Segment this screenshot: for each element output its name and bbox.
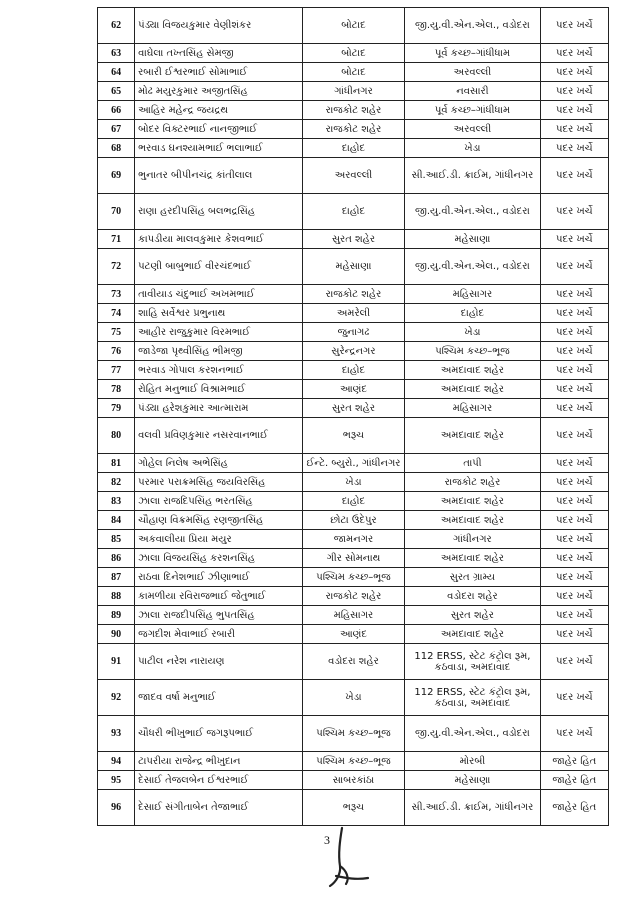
to-location-cell: 112 ERSS, સ્ટેટ કંટ્રોલ રૂમ, કઠવાડા, અમદાવાદ [405,644,541,680]
to-location-cell: મહિસાગર [405,285,541,304]
to-location-cell: તાપી [405,454,541,473]
to-location-cell: મહેસાણા [405,771,541,790]
serial-number-cell: 90 [98,625,135,644]
serial-number-cell: 96 [98,790,135,826]
page-number: 3 [324,833,330,847]
remark-cell: પદર ખર્ચે [540,342,608,361]
table-row [98,230,609,249]
employee-name-cell: દેસાઈ સંગીતાબેન તેજાભાઈ [135,790,303,826]
table-row [98,44,609,63]
remark-cell: પદર ખર્ચે [540,473,608,492]
table-row [98,530,609,549]
to-location-cell: અમદાવાદ શહેર [405,492,541,511]
table-row [98,323,609,342]
to-location-cell: ખેડા [405,139,541,158]
employee-name-cell: ગોહેલ નિલેષ અભેસિંહ [135,454,303,473]
from-location-cell: પશ્ચિમ કચ્છ–ભૂજ [302,716,404,752]
serial-number-cell: 94 [98,752,135,771]
table-row [98,418,609,454]
remark-cell: પદર ખર્ચે [540,568,608,587]
table-row [98,63,609,82]
table-row [98,473,609,492]
to-location-cell: જી.યુ.વી.એન.એલ., વડોદરા [405,194,541,230]
remark-cell: પદર ખર્ચે [540,625,608,644]
from-location-cell: મહિસાગર [302,606,404,625]
to-location-cell: અમદાવાદ શહેર [405,625,541,644]
to-location-cell: દાહોદ [405,304,541,323]
table-row [98,644,609,680]
employee-name-cell: જાદવ વર્ષા મનુભાઈ [135,680,303,716]
remark-cell: જાહેર હિત [540,771,608,790]
to-location-cell: સુરત શહેર [405,606,541,625]
employee-name-cell: ભુનાતર બીપીનચંદ્ર કાંતીલાલ [135,158,303,194]
to-location-cell: જી.યુ.વી.એન.એલ., વડોદરા [405,8,541,44]
remark-cell: પદર ખર્ચે [540,82,608,101]
from-location-cell: રાજકોટ શહેર [302,587,404,606]
remark-cell: પદર ખર્ચે [540,323,608,342]
serial-number-cell: 79 [98,399,135,418]
from-location-cell: દાહોદ [302,361,404,380]
remark-cell: પદર ખર્ચે [540,194,608,230]
table-row [98,606,609,625]
serial-number-cell: 80 [98,418,135,454]
employee-name-cell: ચૌધરી ભીખુભાઈ જગરૂપભાઈ [135,716,303,752]
employee-name-cell: પંડ્યા વિજયકુમાર વેણીશંકર [135,8,303,44]
remark-cell: પદર ખર્ચે [540,139,608,158]
from-location-cell: દાહોદ [302,194,404,230]
employee-name-cell: આહીર રાજુકુમાર વિરમભાઈ [135,323,303,342]
serial-number-cell: 69 [98,158,135,194]
from-location-cell: સુરત શહેર [302,399,404,418]
from-location-cell: ભરૂચ [302,790,404,826]
table-row [98,752,609,771]
serial-number-cell: 74 [98,304,135,323]
from-location-cell: ઈન્ટે. બ્યુરો., ગાંધીનગર [302,454,404,473]
to-location-cell: નવસારી [405,82,541,101]
table-row [98,120,609,139]
from-location-cell: ગીર સોમનાથ [302,549,404,568]
employee-name-cell: શાહિ સર્વેશ્વર પ્રભુનાથ [135,304,303,323]
table-row [98,361,609,380]
employee-name-cell: દેસાઈ તેજલબેન ઈશ્વરભાઈ [135,771,303,790]
serial-number-cell: 87 [98,568,135,587]
serial-number-cell: 70 [98,194,135,230]
table-row [98,568,609,587]
to-location-cell: સી.આઈ.ડી. ક્રાઈમ, ગાંધીનગર [405,158,541,194]
employee-name-cell: ભરવાડ ઘનશ્યામભાઈ ભલાભાઈ [135,139,303,158]
remark-cell: પદર ખર્ચે [540,418,608,454]
serial-number-cell: 89 [98,606,135,625]
table-row [98,194,609,230]
employee-name-cell: જાડેજા પૃથ્વીસિંહ ભીમજી [135,342,303,361]
employee-name-cell: કામળીયા રવિરાજભાઈ જેતુભાઈ [135,587,303,606]
to-location-cell: મહિસાગર [405,399,541,418]
remark-cell: પદર ખર્ચે [540,511,608,530]
to-location-cell: મોરબી [405,752,541,771]
from-location-cell: પશ્ચિમ કચ્છ–ભૂજ [302,752,404,771]
from-location-cell: બોટાદ [302,8,404,44]
from-location-cell: મહેસાણા [302,249,404,285]
table-row [98,790,609,826]
remark-cell: પદર ખર્ચે [540,101,608,120]
employee-name-cell: પરમાર પરાક્રમસિંહ જયવિરસિંહ [135,473,303,492]
serial-number-cell: 93 [98,716,135,752]
employee-name-cell: અકવાલીયા પ્રિયા મયુર [135,530,303,549]
serial-number-cell: 88 [98,587,135,606]
table-row [98,285,609,304]
from-location-cell: ખેડા [302,473,404,492]
serial-number-cell: 85 [98,530,135,549]
transfer-table-body [98,8,609,826]
employee-name-cell: રબારી ઈશ્વરભાઈ સોમાભાઈ [135,63,303,82]
remark-cell: પદર ખર્ચે [540,249,608,285]
serial-number-cell: 71 [98,230,135,249]
serial-number-cell: 75 [98,323,135,342]
employee-name-cell: પાટીલ નરેશ નારાયણ [135,644,303,680]
to-location-cell: સી.આઈ.ડી. ક્રાઈમ, ગાંધીનગર [405,790,541,826]
remark-cell: પદર ખર્ચે [540,680,608,716]
serial-number-cell: 92 [98,680,135,716]
employee-name-cell: ઝાલા રાજદીપસિંહ ભુપતસિંહ [135,606,303,625]
to-location-cell: અમદાવાદ શહેર [405,549,541,568]
from-location-cell: ખેડા [302,680,404,716]
remark-cell: જાહેર હિત [540,790,608,826]
employee-name-cell: પટણી બાબુભાઈ વીરચંદભાઈ [135,249,303,285]
employee-name-cell: મોઢ મયુરકુમાર અજીતસિંહ [135,82,303,101]
remark-cell: પદર ખર્ચે [540,530,608,549]
table-row [98,139,609,158]
employee-name-cell: જગદીશ મેવાભાઈ રબારી [135,625,303,644]
to-location-cell: પશ્ચિમ કચ્છ–ભૂજ [405,342,541,361]
remark-cell: પદર ખર્ચે [540,8,608,44]
from-location-cell: છોટા ઉદેપુર [302,511,404,530]
from-location-cell: સુરેન્દ્રનગર [302,342,404,361]
signature-mark [316,826,376,890]
employee-name-cell: ભરવાડ ગોપાલ કરશનભાઈ [135,361,303,380]
table-row [98,82,609,101]
serial-number-cell: 78 [98,380,135,399]
employee-name-cell: ઝાલા રાજદિપસિંહ ભરતસિંહ [135,492,303,511]
from-location-cell: રાજકોટ શહેર [302,120,404,139]
serial-number-cell: 68 [98,139,135,158]
serial-number-cell: 64 [98,63,135,82]
serial-number-cell: 62 [98,8,135,44]
from-location-cell: જામનગર [302,530,404,549]
remark-cell: પદર ખર્ચે [540,399,608,418]
from-location-cell: બોટાદ [302,44,404,63]
table-row [98,8,609,44]
from-location-cell: રાજકોટ શહેર [302,285,404,304]
remark-cell: પદર ખર્ચે [540,549,608,568]
employee-name-cell: રાઠવા દિનેશભાઈ ઝીણાભાઈ [135,568,303,587]
employee-name-cell: આહિર મહેન્દ્ર જયદ્રથ [135,101,303,120]
remark-cell: પદર ખર્ચે [540,380,608,399]
employee-name-cell: વલવી પ્રવિણકુમાર નસરવાનભાઈ [135,418,303,454]
employee-name-cell: ટાપરીયા રાજેન્દ્ર ભીખુદાન [135,752,303,771]
from-location-cell: સાબરકાંઠા [302,771,404,790]
to-location-cell: પૂર્વ કચ્છ–ગાંધીધામ [405,44,541,63]
to-location-cell: ખેડા [405,323,541,342]
serial-number-cell: 82 [98,473,135,492]
serial-number-cell: 81 [98,454,135,473]
transfer-table [97,7,609,826]
remark-cell: પદર ખર્ચે [540,285,608,304]
from-location-cell: સુરત શહેર [302,230,404,249]
employee-name-cell: પંડ્યા હરેશકુમાર આત્મારામ [135,399,303,418]
serial-number-cell: 73 [98,285,135,304]
table-row [98,304,609,323]
table-row [98,587,609,606]
table-row [98,342,609,361]
to-location-cell: અરવલ્લી [405,63,541,82]
employee-name-cell: રાણા હરદીપસિંહ બલભદ્રસિંહ [135,194,303,230]
table-row [98,101,609,120]
serial-number-cell: 77 [98,361,135,380]
employee-name-cell: ઝાલા વિજયસિંહ કરશનસિંહ [135,549,303,568]
to-location-cell: જી.યુ.વી.એન.એલ., વડોદરા [405,716,541,752]
from-location-cell: દાહોદ [302,492,404,511]
from-location-cell: અમરેલી [302,304,404,323]
table-row [98,680,609,716]
table-row [98,771,609,790]
to-location-cell: અમદાવાદ શહેર [405,361,541,380]
remark-cell: પદર ખર્ચે [540,492,608,511]
table-row [98,492,609,511]
serial-number-cell: 72 [98,249,135,285]
serial-number-cell: 91 [98,644,135,680]
from-location-cell: આણંદ [302,625,404,644]
serial-number-cell: 76 [98,342,135,361]
to-location-cell: 112 ERSS, સ્ટેટ કંટ્રોલ રૂમ, કઠવાડા, અમદાવાદ [405,680,541,716]
from-location-cell: ભરૂચ [302,418,404,454]
table-row [98,716,609,752]
table-row [98,454,609,473]
serial-number-cell: 65 [98,82,135,101]
from-location-cell: અરવલ્લી [302,158,404,194]
remark-cell: પદર ખર્ચે [540,304,608,323]
remark-cell: પદર ખર્ચે [540,361,608,380]
table-row [98,511,609,530]
remark-cell: પદર ખર્ચે [540,587,608,606]
to-location-cell: વડોદરા શહેર [405,587,541,606]
from-location-cell: આણંદ [302,380,404,399]
table-row [98,549,609,568]
remark-cell: પદર ખર્ચે [540,606,608,625]
employee-name-cell: તાવીયાડ ચંદુભાઈ અખમભાઈ [135,285,303,304]
remark-cell: પદર ખર્ચે [540,230,608,249]
from-location-cell: વડોદરા શહેર [302,644,404,680]
employee-name-cell: રોહિત મનુભાઈ વિશ્રામભાઈ [135,380,303,399]
from-location-cell: પશ્ચિમ કચ્છ–ભૂજ [302,568,404,587]
to-location-cell: પૂર્વ કચ્છ–ગાંધીધામ [405,101,541,120]
employee-name-cell: બોદર વિક્ટરભાઈ નાનજીભાઈ [135,120,303,139]
serial-number-cell: 83 [98,492,135,511]
from-location-cell: જુનાગઢ [302,323,404,342]
to-location-cell: અમદાવાદ શહેર [405,380,541,399]
table-row [98,399,609,418]
serial-number-cell: 86 [98,549,135,568]
serial-number-cell: 84 [98,511,135,530]
to-location-cell: અરવલ્લી [405,120,541,139]
from-location-cell: રાજકોટ શહેર [302,101,404,120]
remark-cell: પદર ખર્ચે [540,63,608,82]
table-row [98,380,609,399]
employee-name-cell: કાપડીયા માલવકુમાર કેશવભાઈ [135,230,303,249]
remark-cell: પદર ખર્ચે [540,44,608,63]
from-location-cell: દાહોદ [302,139,404,158]
from-location-cell: બોટાદ [302,63,404,82]
employee-name-cell: ચૌહાણ વિક્રમસિંહ રણજીતસિંહ [135,511,303,530]
remark-cell: પદર ખર્ચે [540,716,608,752]
remark-cell: પદર ખર્ચે [540,120,608,139]
remark-cell: પદર ખર્ચે [540,454,608,473]
from-location-cell: ગાંધીનગર [302,82,404,101]
to-location-cell: રાજકોટ શહેર [405,473,541,492]
to-location-cell: ગાંધીનગર [405,530,541,549]
remark-cell: જાહેર હિત [540,752,608,771]
remark-cell: પદર ખર્ચે [540,158,608,194]
table-row [98,249,609,285]
serial-number-cell: 63 [98,44,135,63]
serial-number-cell: 66 [98,101,135,120]
to-location-cell: જી.યુ.વી.એન.એલ., વડોદરા [405,249,541,285]
to-location-cell: મહેસાણા [405,230,541,249]
employee-name-cell: વાઘેલા તખ્તસિંહ સેમજી [135,44,303,63]
to-location-cell: અમદાવાદ શહેર [405,511,541,530]
table-row [98,158,609,194]
to-location-cell: અમદાવાદ શહેર [405,418,541,454]
serial-number-cell: 95 [98,771,135,790]
remark-cell: પદર ખર્ચે [540,644,608,680]
serial-number-cell: 67 [98,120,135,139]
table-row [98,625,609,644]
to-location-cell: સુરત ગ્રામ્ય [405,568,541,587]
